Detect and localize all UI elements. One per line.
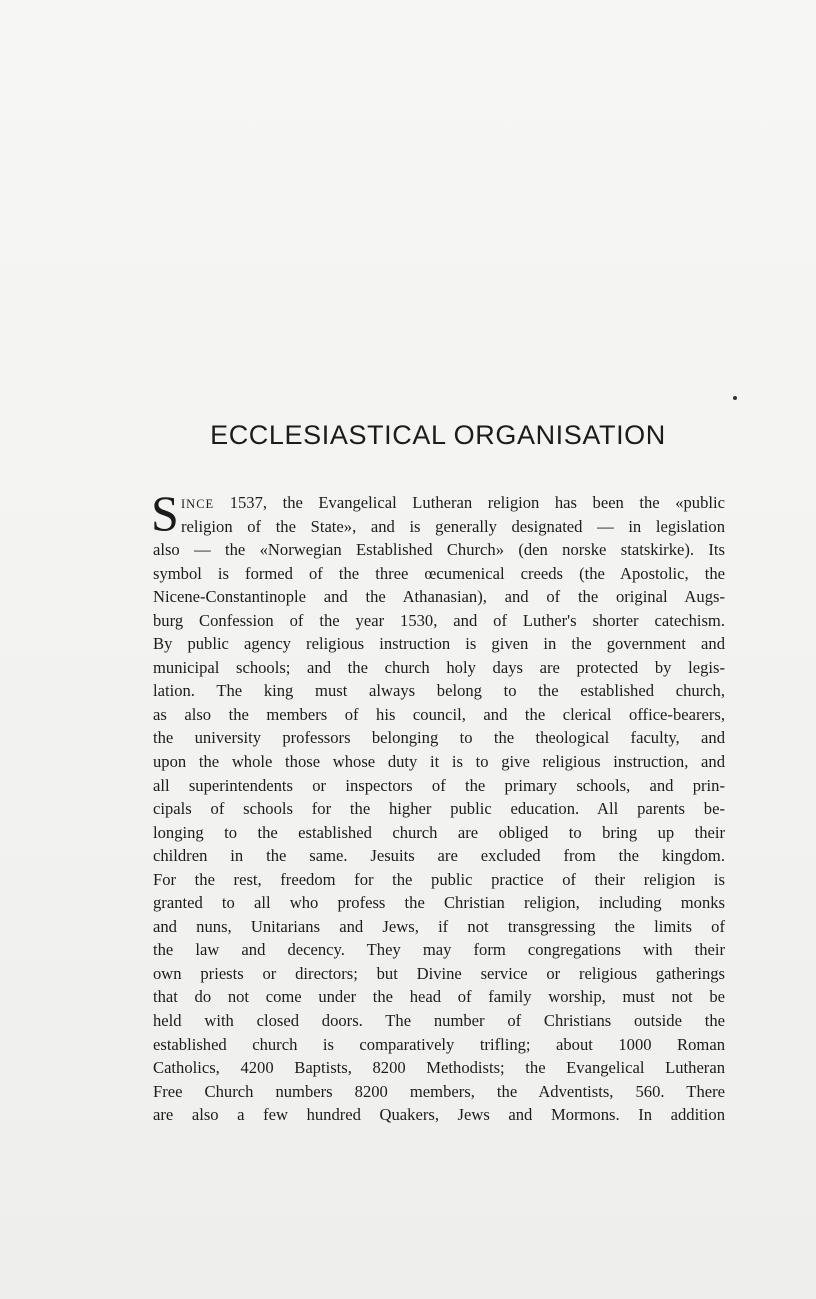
text-line-1-rest: 1537, the Evangelical Lutheran religion has been the «public bbox=[214, 493, 725, 512]
text-line-7: By public agency religious instruction is given in the government and bbox=[153, 634, 725, 654]
text-line-17: For the rest, freedom for the public practice of their religion is bbox=[153, 869, 725, 889]
text-line-21: own priests or directors; but Divine service or religious gatherings bbox=[153, 963, 725, 983]
text-line-3: also — the «Norwegian Established Church» (den norske statskirke). Its bbox=[153, 540, 725, 560]
text-line-2: religion of the State», and is generally designated — in legislation bbox=[181, 516, 725, 536]
text-line-4: symbol is formed of the three œcumenical creeds (the Apostolic, the bbox=[153, 563, 725, 583]
text-line-11: the university professors belonging to the theological faculty, and bbox=[153, 728, 725, 748]
text-line-19: and nuns, Unitarians and Jews, if not transgressing the limits of bbox=[153, 916, 725, 936]
text-line-14: cipals of schools for the higher public education. All parents be- bbox=[153, 799, 725, 819]
text-line-1 bbox=[153, 491, 725, 515]
ink-speck bbox=[733, 396, 737, 400]
text-line-20: the law and decency. They may form congregations with their bbox=[153, 940, 725, 960]
text-line-27: are also a few hundred Quakers, Jews and Mormons. In addition bbox=[153, 1105, 725, 1125]
text-line-5: Nicene-Constantinople and the Athanasian), and of the original Augs- bbox=[153, 587, 725, 607]
first-word-smallcaps: INCE bbox=[181, 497, 215, 511]
text-line-10: as also the members of his council, and the clerical office-bearers, bbox=[153, 704, 725, 724]
text-line-16: children in the same. Jesuits are excluded from the kingdom. bbox=[153, 846, 725, 866]
body-paragraph bbox=[151, 485, 725, 1127]
text-line-12: upon the whole those whose duty it is to give religious instruction, and bbox=[153, 752, 725, 772]
text-line-13: all superintendents or inspectors of the primary schools, and prin- bbox=[153, 775, 725, 795]
text-line-23: held with closed doors. The number of Christians outside the bbox=[153, 1011, 725, 1031]
text-line-24: established church is comparatively trifling; about 1000 Roman bbox=[153, 1034, 725, 1054]
text-line-25: Catholics, 4200 Baptists, 8200 Methodists; the Evangelical Lutheran bbox=[153, 1058, 725, 1078]
text-line-26: Free Church numbers 8200 members, the Adventists, 560. There bbox=[153, 1081, 725, 1101]
text-line-9: lation. The king must always belong to the established church, bbox=[153, 681, 725, 701]
chapter-heading: ECCLESIASTICAL ORGANISATION bbox=[210, 420, 666, 450]
text-line-6: burg Confession of the year 1530, and of Luther's shorter catechism. bbox=[153, 610, 725, 630]
text-line-18: granted to all who profess the Christian religion, including monks bbox=[153, 893, 725, 913]
drop-cap: S bbox=[151, 485, 179, 541]
text-line-22: that do not come under the head of family worship, must not be bbox=[153, 987, 725, 1007]
text-line-8: municipal schools; and the church holy days are protected by legis- bbox=[153, 657, 725, 677]
text-line-15: longing to the established church are obliged to bring up their bbox=[153, 822, 725, 842]
